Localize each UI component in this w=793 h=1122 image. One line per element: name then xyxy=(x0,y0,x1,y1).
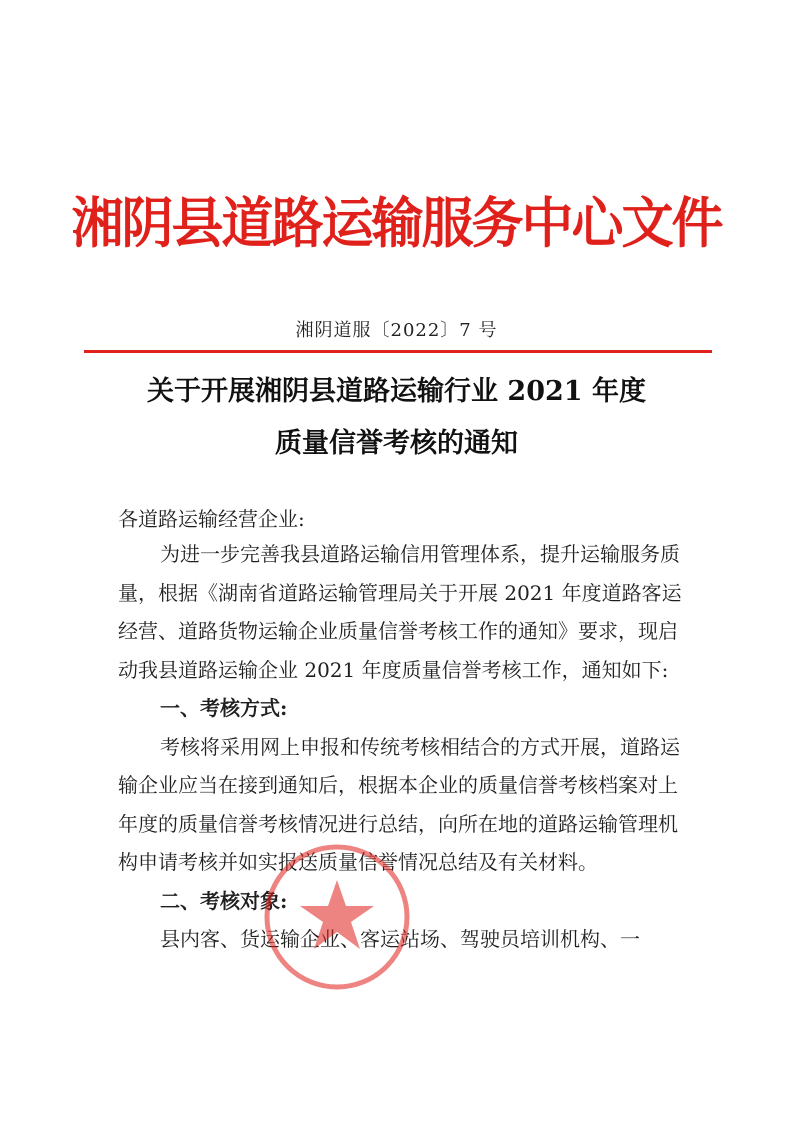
paragraph-method: 考核将采用网上申报和传统考核相结合的方式开展，道路运输企业应当在接到通知后，根据本企业的质量信誉考核档案对上年度的质量信誉考核情况进行总结，向所在地的道路运输管理机构申请考核并如实报送质量信誉情况总结及有关材料。 xyxy=(118,734,680,874)
red-divider-line xyxy=(84,350,712,353)
subject-line-1: 关于开展湘阴县道路运输行业 2021 年度 xyxy=(147,376,646,407)
subject-line-2: 质量信誉考核的通知 xyxy=(275,428,518,459)
paragraph-intro: 为进一步完善我县道路运输信用管理体系，提升运输服务质量，根据《湖南省道路运输管理局关于开展 2021 年度道路客运经营、道路货物运输企业质量信誉考核工作的通知》要求，现启动我县道路运输企业 2021 年度质量信誉考核工作，通知如下: xyxy=(118,542,682,682)
notice-subject xyxy=(0,366,793,470)
section-heading-method: 一、考核方式: xyxy=(160,696,288,720)
official-seal-stamp xyxy=(262,842,412,992)
document-header-title: 湘阴县道路运输服务中心文件 xyxy=(71,192,722,256)
salutation: 各道路运输经营企业: xyxy=(118,507,305,531)
document-number: 湘阴道服〔2022〕7 号 xyxy=(295,320,498,341)
section-heading-targets: 二、考核对象: xyxy=(160,888,288,913)
paragraph-targets: 县内客、货运输企业、客运站场、驾驶员培训机构、一 xyxy=(160,927,640,951)
seal-star-icon xyxy=(300,880,374,949)
